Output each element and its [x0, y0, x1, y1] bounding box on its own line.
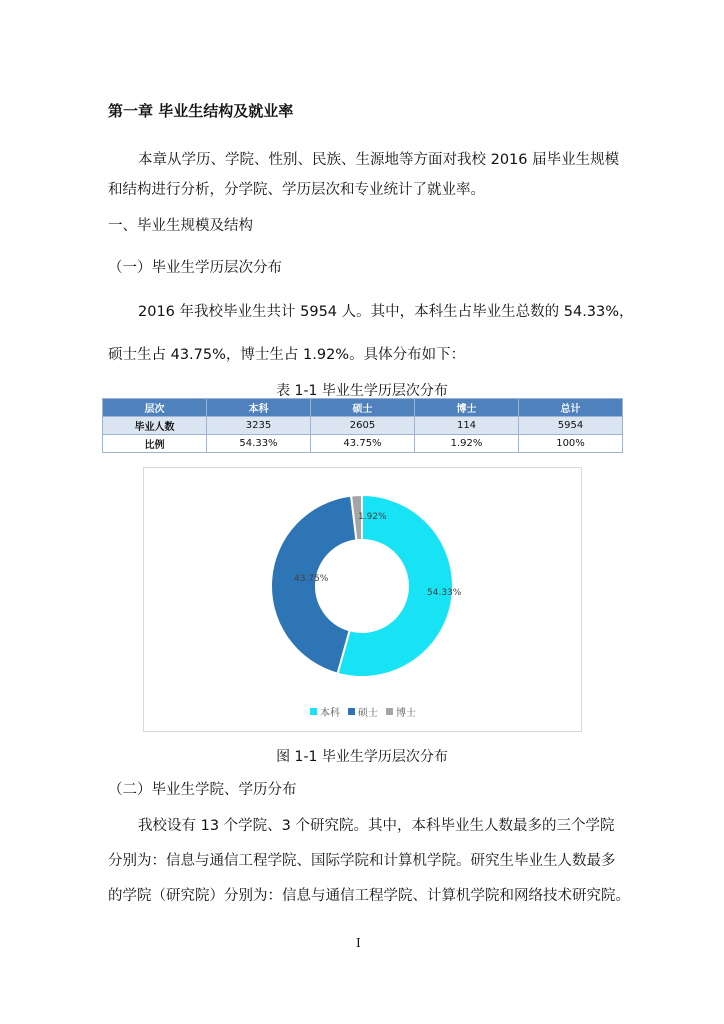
table-cell: 114: [415, 417, 519, 435]
donut-data-label: 43.75%: [294, 574, 329, 584]
section-title: 一、毕业生规模及结构: [108, 218, 253, 234]
table-caption: 表 1-1 毕业生学历层次分布: [276, 383, 448, 399]
table-row: [103, 435, 623, 453]
table-cell: 3235: [207, 417, 311, 435]
page-number: I: [356, 936, 361, 950]
donut-chart-svg: [144, 468, 581, 731]
subsection-title-2: （二）毕业生学院、学历分布: [108, 782, 297, 798]
paragraph-2-line-3: 的学院（研究院）分别为：信息与通信工程学院、计算机学院和网络技术研究院。: [108, 888, 630, 904]
table-header-cell: 博士: [415, 399, 519, 417]
table-header-cell: 硕士: [311, 399, 415, 417]
table-cell: 2605: [311, 417, 415, 435]
table-header-cell: 层次: [103, 399, 207, 417]
table-header-cell: 总计: [519, 399, 623, 417]
paragraph-2-line-2: 分别为：信息与通信工程学院、国际学院和计算机学院。研究生毕业生人数最多: [108, 853, 616, 869]
legend-label: 博士: [396, 708, 416, 719]
table-header-row: [103, 399, 623, 417]
intro-line-2: 和结构进行分析，分学院、学历层次和专业统计了就业率。: [108, 182, 485, 198]
subsection-title-1: （一）毕业生学历层次分布: [108, 260, 282, 276]
donut-slice-2: [271, 496, 356, 674]
table-header-cell: 本科: [207, 399, 311, 417]
intro-line-1: 本章从学历、学院、性别、民族、生源地等方面对我校 2016 届毕业生规模: [138, 152, 620, 168]
donut-data-label: 54.33%: [427, 588, 462, 598]
table-row-header: 毕业人数: [103, 417, 207, 435]
table-cell: 43.75%: [311, 435, 415, 453]
table-cell: 5954: [519, 417, 623, 435]
paragraph-2-line-1: 我校设有 13 个学院、3 个研究院。其中，本科毕业生人数最多的三个学院: [138, 818, 615, 834]
legend-swatch: [386, 708, 393, 715]
donut-chart: [143, 467, 582, 732]
chapter-title: 第一章 毕业生结构及就业率: [108, 102, 294, 120]
legend-label: 本科: [320, 708, 340, 719]
distribution-table: [102, 398, 623, 453]
legend-swatch: [348, 708, 355, 715]
figure-caption: 图 1-1 毕业生学历层次分布: [276, 749, 448, 765]
table-row: [103, 417, 623, 435]
table-cell: 54.33%: [207, 435, 311, 453]
paragraph-1-line-2: 硕士生占 43.75%，博士生占 1.92%。具体分布如下：: [108, 347, 466, 363]
legend-label: 硕士: [358, 708, 378, 719]
table-cell: 100%: [519, 435, 623, 453]
paragraph-1-line-1: 2016 年我校毕业生共计 5954 人。其中，本科生占毕业生总数的 54.33%，: [138, 304, 634, 320]
table-cell: 1.92%: [415, 435, 519, 453]
table-row-header: 比例: [103, 435, 207, 453]
legend-swatch: [310, 708, 317, 715]
donut-data-label: 1.92%: [358, 512, 387, 522]
